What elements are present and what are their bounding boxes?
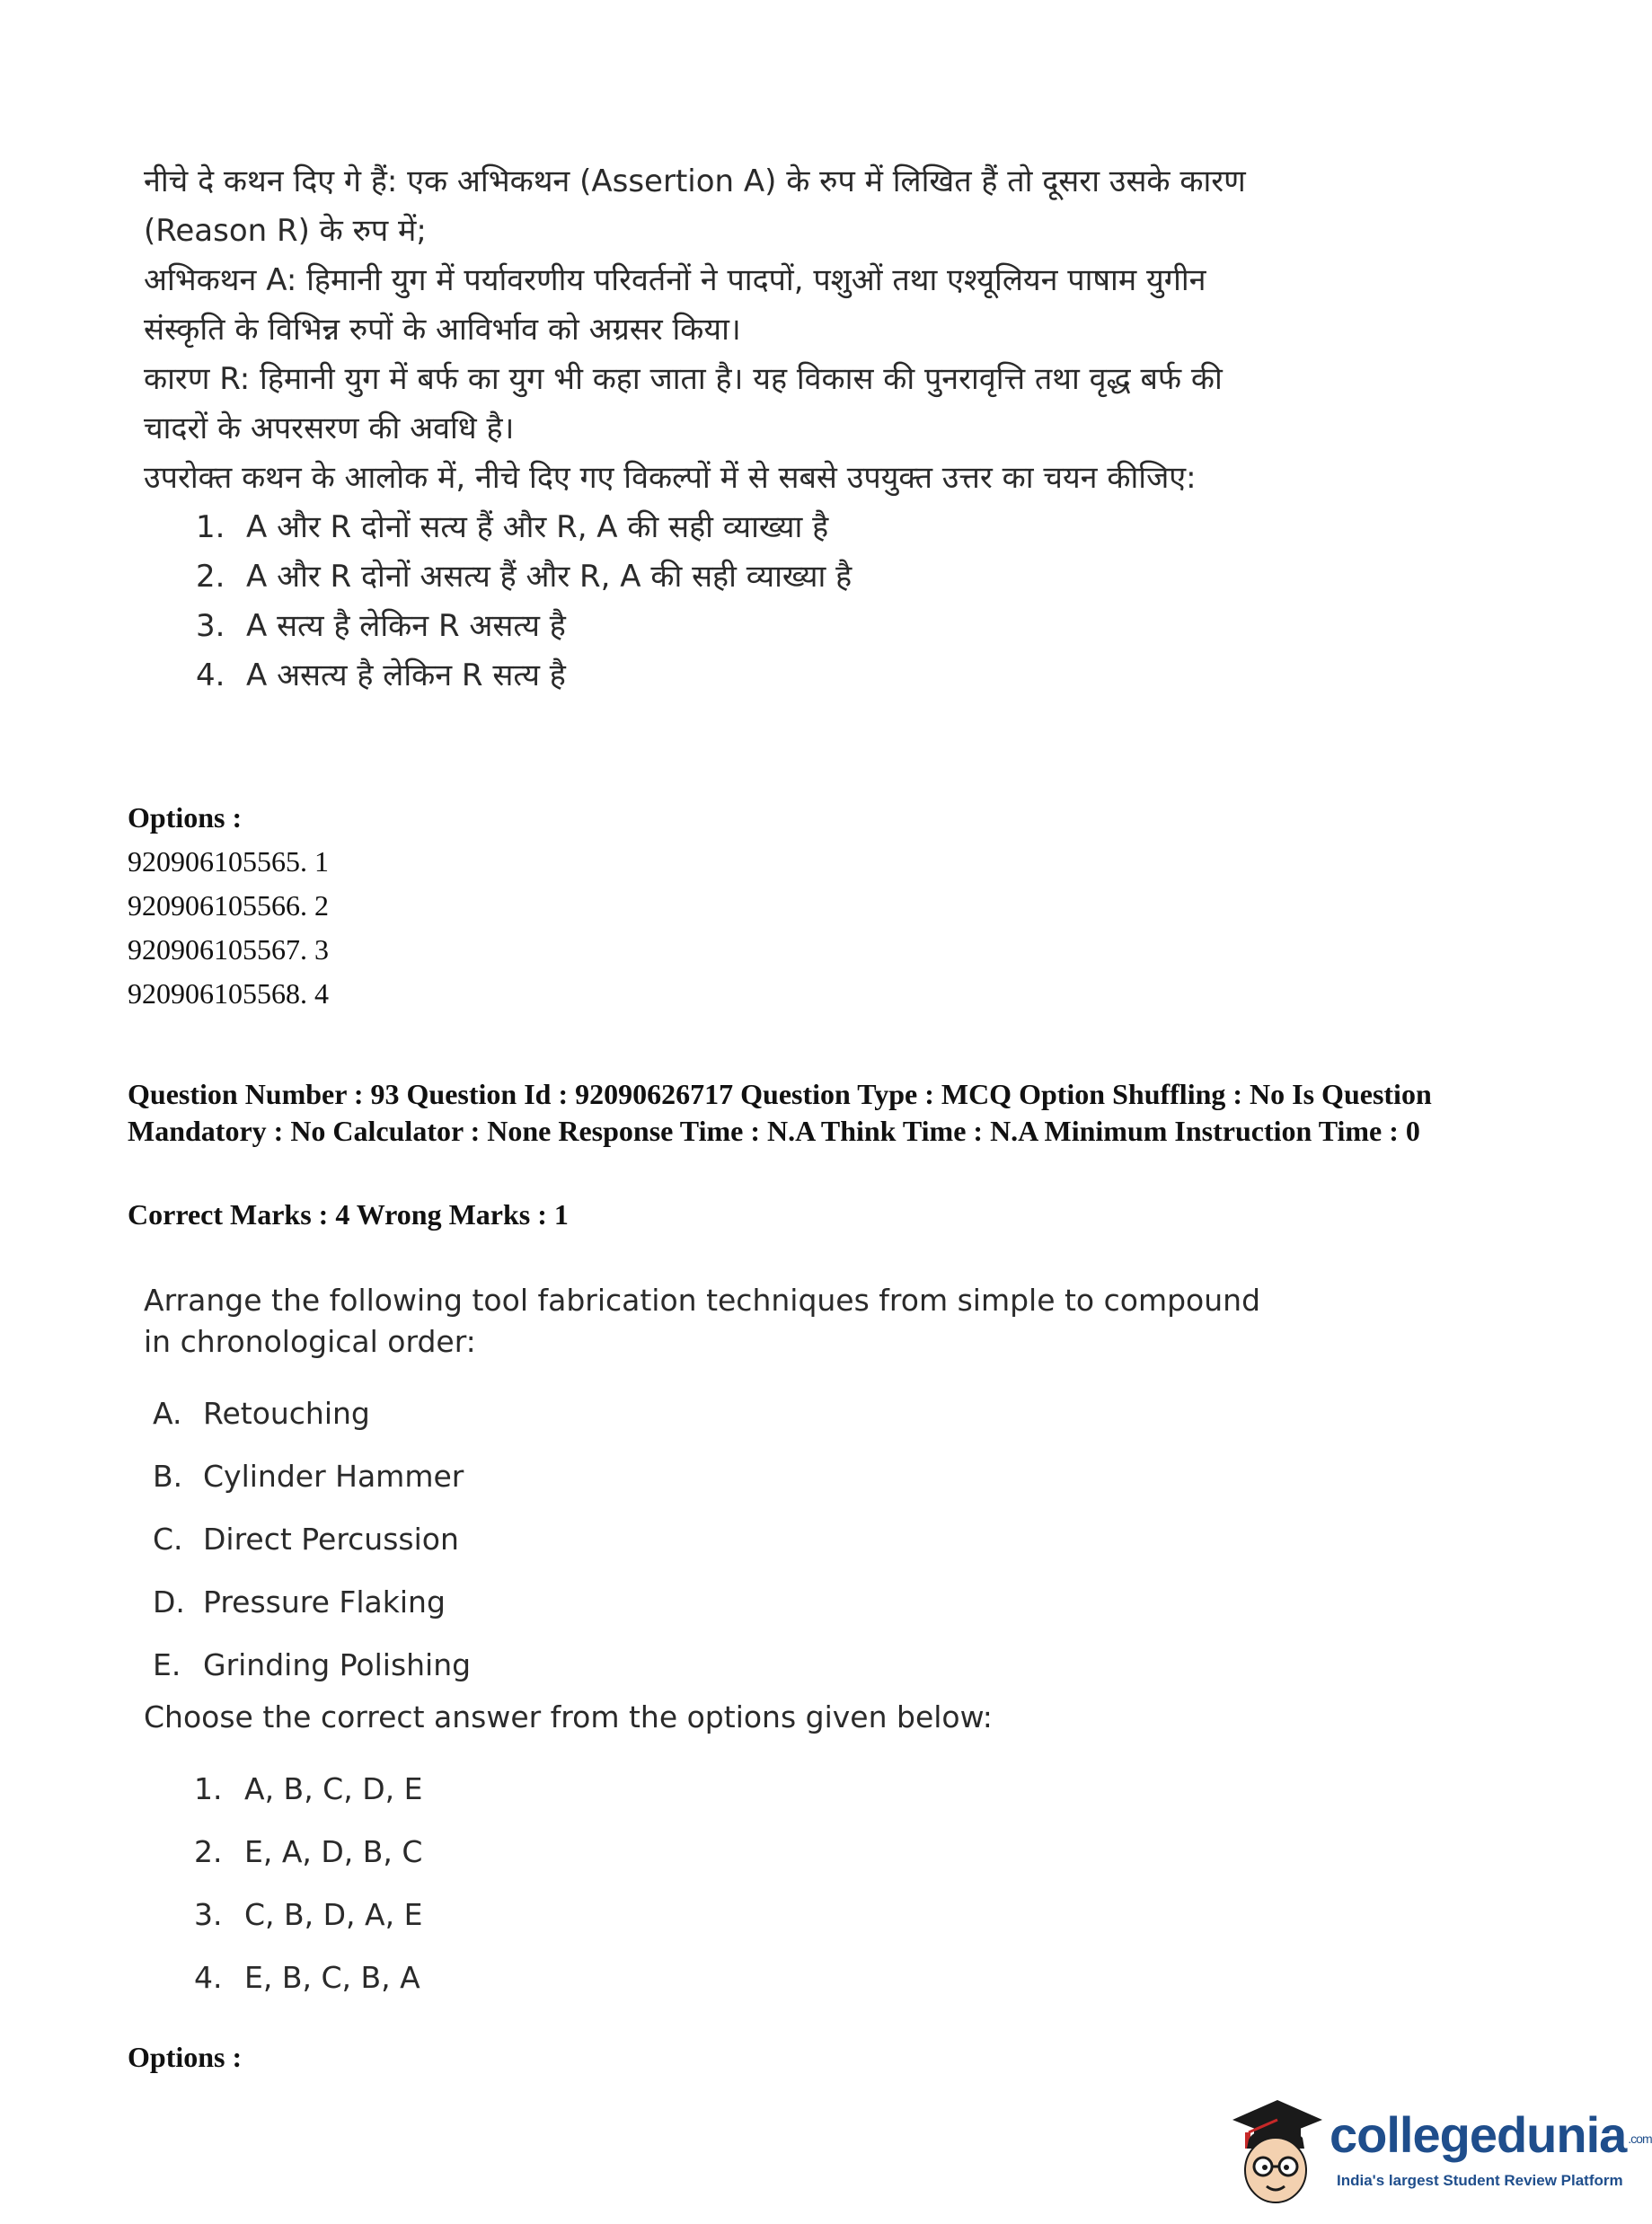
option-id: 920906105565. 1 — [128, 845, 329, 878]
brand-text: collegedunia — [1330, 2106, 1627, 2163]
brand-tagline: India's largest Student Review Platform — [1337, 2172, 1623, 2189]
q92-assertion: अभिकथन A: हिमानी युग में पर्यावरणीय परिवर्तनों ने पादपों, पशुओं तथा एश्यूलियन पाषाम युगीन संस्कृति के विभिन्न रुपों के आविर्भाव को अग्रसर किया। — [144, 262, 1206, 348]
item-text: Direct Percussion — [203, 1522, 459, 1557]
q92-choice-list — [196, 503, 1267, 701]
q93-answer — [194, 1821, 1267, 1884]
options-heading: Options : — [128, 801, 243, 834]
q92-choice — [196, 651, 1267, 701]
answer-text: E, A, D, B, C — [244, 1834, 423, 1869]
item-label: D. — [153, 1584, 185, 1619]
q92-reason: कारण R: हिमानी युग में बर्फ का युग भी कहा जाता है। यह विकास की पुनरावृत्ति तथा वृद्ध बर्फ की चादरों के अपरसरण की अवधि है। — [144, 361, 1223, 446]
item-text: Pressure Flaking — [203, 1584, 446, 1619]
q92-choice — [196, 503, 1267, 552]
item-text: Retouching — [203, 1396, 370, 1431]
answer-text: A, B, C, D, E — [244, 1771, 423, 1806]
choice-number: 4. — [196, 657, 225, 693]
item-text: Cylinder Hammer — [203, 1459, 464, 1494]
item-label: C. — [153, 1522, 183, 1557]
q92-prompt: उपरोक्त कथन के आलोक में, नीचे दिए गए विकल्पों में से सबसे उपयुक्त उत्तर का चयन कीजिए: — [144, 460, 1197, 496]
q92-intro: नीचे दे कथन दिए गे हैं: एक अभिकथन (Assertion A) के रुप में लिखित हैं तो दूसरा उसके कारण (Reason R) के रुप में; — [144, 163, 1246, 249]
q93-answer — [194, 1758, 1267, 1821]
brand-name — [1330, 2105, 1652, 2164]
choice-text: A असत्य है लेकिन R सत्य है — [246, 657, 566, 693]
option-id: 920906105566. 2 — [128, 889, 329, 922]
q93-item — [153, 1445, 1267, 1508]
q93-item-list — [153, 1382, 1267, 1697]
option-id: 920906105568. 4 — [128, 977, 329, 1010]
q92-options — [128, 796, 329, 1016]
q93-answer — [194, 1946, 1267, 2009]
q93-answer-list — [194, 1758, 1267, 2009]
choice-number: 1. — [196, 509, 225, 545]
q93-metadata: Question Number : 93 Question Id : 92090626717 Question Type : MCQ Option Shuffling : No Is Question Mandatory : No Calculator : None Response Time : N.A Think Time : N.A Minimum Instruction Time : 0 — [128, 1078, 1432, 1147]
q92-choice — [196, 552, 1267, 602]
q93-choose-instruction: Choose the correct answer from the options given below: — [144, 1699, 993, 1734]
q93-marks: Correct Marks : 4 Wrong Marks : 1 — [128, 1198, 569, 1231]
q93-question-text: Arrange the following tool fabrication techniques from simple to compound in chronological order: — [144, 1283, 1261, 1359]
option-id: 920906105567. 3 — [128, 933, 329, 966]
item-label: A. — [153, 1396, 182, 1431]
item-text: Grinding Polishing — [203, 1647, 472, 1682]
choice-number: 3. — [196, 608, 225, 644]
mascot-icon — [1222, 2093, 1330, 2210]
answer-number: 4. — [194, 1960, 223, 1995]
collegedunia-logo[interactable] — [1222, 2093, 1652, 2210]
choice-text: A सत्य है लेकिन R असत्य है — [246, 608, 566, 644]
q92-choice — [196, 602, 1267, 651]
q93-item — [153, 1634, 1267, 1697]
q93-item — [153, 1571, 1267, 1634]
q93-options-heading: Options : — [128, 2041, 243, 2073]
q92-question-block — [144, 157, 1267, 701]
answer-text: C, B, D, A, E — [244, 1897, 423, 1932]
q93-item — [153, 1508, 1267, 1571]
q93-question-block — [144, 1280, 1267, 2009]
choice-text: A और R दोनों सत्य हैं और R, A की सही व्याख्या है — [246, 509, 829, 545]
choice-text: A और R दोनों असत्य हैं और R, A की सही व्याख्या है — [246, 559, 853, 595]
item-label: E. — [153, 1647, 181, 1682]
answer-number: 3. — [194, 1897, 223, 1932]
item-label: B. — [153, 1459, 183, 1494]
answer-text: E, B, C, B, A — [244, 1960, 420, 1995]
q93-item — [153, 1382, 1267, 1445]
choice-number: 2. — [196, 559, 225, 595]
answer-number: 1. — [194, 1771, 223, 1806]
brand-suffix: .com — [1628, 2131, 1652, 2147]
q93-answer — [194, 1884, 1267, 1946]
answer-number: 2. — [194, 1834, 223, 1869]
